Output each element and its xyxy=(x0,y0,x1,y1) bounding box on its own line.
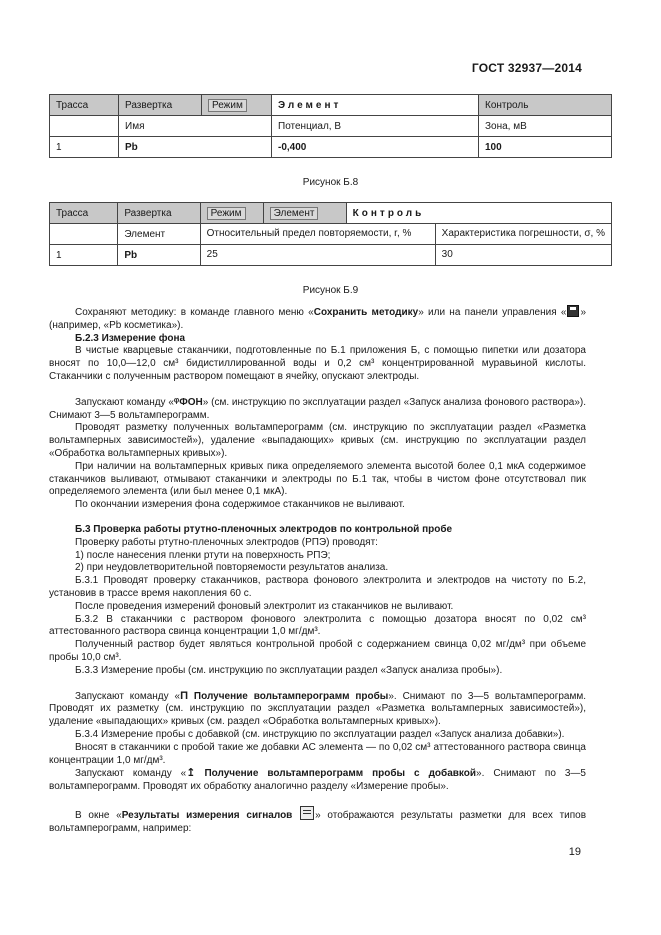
row-index: 1 xyxy=(50,245,118,266)
paragraph-run-addition: Запускают команду «↥ Получение вольтамперограмм пробы с добавкой». Снимают по 3—5 вольтамперограмм. Проводят их обработку аналогично разделу «Измерение пробы». xyxy=(49,767,586,793)
tab-rezhim[interactable]: Режим xyxy=(202,95,272,116)
tab-trassa[interactable]: Трасса xyxy=(50,203,118,224)
section-heading-b3: Б.3 Проверка работы ртутно-пленочных электродов по контрольной пробе xyxy=(75,523,453,535)
tab-kontrol[interactable]: Контроль xyxy=(479,95,612,116)
body-text xyxy=(49,305,586,835)
paragraph: После проведения измерений фоновый электролит из стаканчиков не выливают. xyxy=(75,600,454,612)
list-item: 2) при неудовлетворительной повторяемости результатов анализа. xyxy=(75,562,389,574)
col-index-header xyxy=(50,224,118,245)
paragraph: Б.3.3 Измерение пробы (см. инструкцию по эксплуатации раздел «Запуск анализа пробы»). xyxy=(75,664,503,676)
figure-b9-table xyxy=(49,202,612,266)
figure-b8-caption: Рисунок Б.8 xyxy=(302,177,359,188)
paragraph-save-method: Сохраняют методику: в команде главного меню «Сохранить методику» или на панели управления « » (например, «Pb косметика»). xyxy=(49,307,587,331)
paragraph: В чистые кварцевые стаканчики, подготовленные по Б.1 приложения Б, с помощью пипетки или дозатора вносят по 10,0—12,0 см³ бидистиллированной воды и 0,2 см³ концентрированной муравьиной кислоты. Стаканчики с полученным раствором помещают в ячейку, опускают электроды. xyxy=(49,345,586,382)
repeatability-label: Относительный предел повторяемости, r, % xyxy=(201,224,436,244)
tab-trassa[interactable]: Трасса xyxy=(50,95,119,116)
col-name-header: Имя xyxy=(119,116,272,137)
cell-zone[interactable]: 100 xyxy=(479,137,612,158)
list-item: 1) после нанесения пленки ртути на поверхность РПЭ; xyxy=(75,549,331,561)
col-element-header: Элемент xyxy=(118,224,200,245)
paragraph: При наличии на вольтамперных кривых пика определяемого элемента высотой более 0,1 мкА содержимое стаканчиков выливают, отмывают стаканчики и электроды по Б.1 так, чтобы в чистом фоне отсутствовал пик определяемого элемента (или был менее 0,1 мкА). xyxy=(49,460,586,498)
paragraph-run-sample: Запускают команду «Π Получение вольтамперограмм пробы». Снимают по 3—5 вольтамперограмм. Проводят их разметку (см. инструкцию по эксплуатации раздел «Разметка вольтамперных зависимостей»), удаление «выпадающих» кривых (см. раздел «Обработка вольтамперных кривых»). xyxy=(49,689,587,728)
paragraph: Б.3.2 В стаканчики с раствором фонового электролита с помощью дозатора вносят по 0,02 см³ аттестованного раствора свинца концентрации 1,0 мг/дм³. xyxy=(49,613,586,638)
col-index-header xyxy=(50,116,119,137)
cell-element[interactable]: Pb xyxy=(118,245,200,266)
error-characteristic-label: Характеристика погрешности, σ, % xyxy=(441,228,605,239)
col-repeatability-header xyxy=(200,224,611,245)
menu-save-method[interactable]: Сохранить методику xyxy=(313,307,419,318)
col-zone-header: Зона, мВ xyxy=(479,116,612,137)
addition-icon[interactable]: ↥ xyxy=(186,767,196,780)
figure-b8-table xyxy=(49,94,612,158)
results-window-icon[interactable] xyxy=(300,806,314,820)
fon-icon[interactable]: ᵠ xyxy=(173,395,180,408)
section-heading-b23: Б.2.3 Измерение фона xyxy=(75,332,186,344)
col-potential-header: Потенциал, В xyxy=(272,116,479,137)
paragraph: Вносят в стаканчики с пробой такие же добавки АС элемента — по 0,02 см³ аттестованного раствора свинца концентрации 1,0 мг/дм³. xyxy=(49,741,586,766)
tab-element[interactable]: Элемент xyxy=(272,95,479,116)
sample-curve-icon[interactable]: Π xyxy=(180,689,189,702)
figure-b9-caption: Рисунок Б.9 xyxy=(302,285,359,296)
cell-potential[interactable]: -0,400 xyxy=(272,137,479,158)
tab-razvertka[interactable]: Развертка xyxy=(118,203,200,224)
paragraph: По окончании измерения фона содержимое стаканчиков не выливают. xyxy=(75,499,405,511)
paragraph: Проводят разметку полученных вольтамперограмм (см. инструкцию по эксплуатации раздел «Разметка вольтамперных зависимостей»), удаление «выпадающих» кривых (см. инструкцию по эксплуатации раздел «Обработка вольтамперных кривых»). xyxy=(49,422,586,459)
paragraph: Б.3.4 Измерение пробы с добавкой (см. инструкцию по эксплуатации раздел «Запуск анализа добавки»). xyxy=(75,728,565,740)
document-id: ГОСТ 32937—2014 xyxy=(471,61,582,75)
paragraph: Полученный раствор будет являться контрольной пробой с содержанием свинца 0,02 мг/дм³ при объеме пробы 10,0 см³. xyxy=(49,639,586,663)
cell-name[interactable]: Pb xyxy=(119,137,272,158)
row-index: 1 xyxy=(50,137,119,158)
tab-rezhim[interactable]: Режим xyxy=(200,203,263,224)
paragraph-run-fon: Запускают команду «ᵠФОН» (см. инструкцию по эксплуатации раздел «Запуск анализа фонового раствора»). Снимают 3—5 вольтамперограмм. xyxy=(49,395,586,421)
tab-element[interactable]: Элемент xyxy=(263,203,346,224)
cell-error[interactable]: 30 xyxy=(441,249,453,260)
paragraph: Б.3.1 Проводят проверку стаканчиков, раствора фонового электролита и электродов на чистоту по Б.2, установив в трассе время накопления 60 с. xyxy=(49,575,586,599)
cell-repeatability[interactable]: 25 xyxy=(201,245,436,265)
tab-kontrol[interactable]: Контроль xyxy=(346,203,611,224)
floppy-disk-icon[interactable] xyxy=(567,305,579,317)
paragraph: Проверку работы ртутно-пленочных электродов (РПЭ) проводят: xyxy=(75,536,378,548)
results-window-name: Результаты измерения сигналов xyxy=(121,809,293,821)
paragraph-results-window: В окне «Результаты измерения сигналов » отображаются результаты разметки для всех типов вольтамперограмм, например: xyxy=(49,806,586,836)
page-number: 19 xyxy=(568,846,581,858)
tab-razvertka[interactable]: Развертка xyxy=(119,95,202,116)
cell-values xyxy=(200,245,611,266)
